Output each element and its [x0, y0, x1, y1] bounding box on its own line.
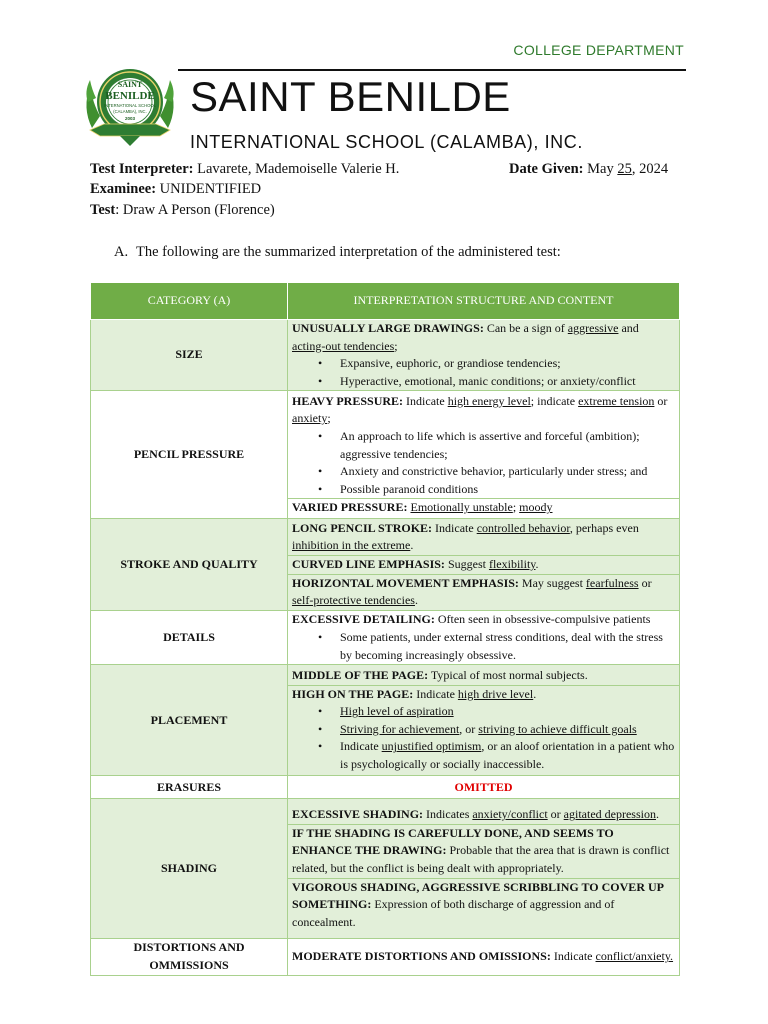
interpretation-block: [288, 320, 679, 390]
text-span: and: [618, 321, 639, 335]
text-span: Often seen in obsessive-compulsive patients: [434, 612, 651, 627]
underlined-text: aggressive: [567, 321, 619, 335]
text-span: or: [638, 575, 652, 590]
date-year: , 2024: [631, 161, 669, 177]
examinee-line: [90, 180, 261, 198]
date-day: 25: [617, 161, 632, 177]
table-row-placement: [91, 665, 680, 776]
block-heading: HIGH ON THE PAGE:: [292, 686, 414, 701]
category-cell: ERASURES: [91, 776, 288, 799]
interpretation-block: [288, 685, 679, 774]
underlined-text: striving to achieve difficult goals: [478, 721, 637, 736]
interpretation-cell: [288, 611, 680, 665]
interpretation-block: [288, 393, 679, 499]
interpretation-block: [288, 555, 679, 574]
school-subtitle: INTERNATIONAL SCHOOL (CALAMBA), INC.: [190, 132, 583, 152]
underlined-text: extreme tension: [578, 393, 655, 408]
underlined-text: agitated depression: [563, 807, 656, 822]
interpretation-block: [288, 667, 679, 685]
table-header-row: [91, 283, 680, 320]
text-span: Typical of most normal subjects.: [428, 668, 588, 683]
underlined-text: flexibility: [488, 557, 536, 572]
intro-text: The following are the summarized interpretation of the administered test:: [136, 244, 561, 260]
text-span: Expression of both discharge of aggression and of concealment.: [292, 897, 615, 929]
list-item: • Anxiety and constrictive behavior, particularly under stress; and: [340, 463, 675, 481]
table-row-details: [91, 611, 680, 665]
text-span: Indicates: [423, 807, 473, 822]
omitted-value: OMITTED: [288, 776, 680, 799]
text-span: Indicate: [340, 739, 382, 754]
test-value: : Draw A Person (Florence): [115, 202, 275, 218]
interpretation-block: [288, 574, 679, 610]
underlined-text: Emotionally unstable: [410, 500, 513, 515]
interpretation-block: [288, 520, 679, 555]
text-span: .: [410, 538, 414, 553]
block-heading: HEAVY PRESSURE:: [292, 393, 404, 408]
text-span: .: [655, 807, 659, 822]
text-span: or: [547, 807, 564, 822]
block-heading: MODERATE DISTORTIONS AND OMISSIONS:: [292, 949, 551, 964]
list-item: • Possible paranoid conditions: [340, 481, 675, 499]
list-item: [340, 703, 675, 721]
interpretation-cell: [288, 320, 680, 391]
block-heading: MIDDLE OF THE PAGE:: [292, 668, 429, 683]
svg-text:2003: 2003: [124, 116, 136, 121]
interpretation-block: [288, 806, 679, 824]
block-heading: VIGOROUS SHADING, AGGRESSIVE SCRIBBLING TO COVER UP SOMETHING:: [292, 879, 664, 912]
text-span: , or: [459, 721, 479, 736]
underlined-text: unjustified optimism: [381, 739, 482, 754]
table-row-pencil-pressure: [91, 391, 680, 519]
text-span: .: [535, 557, 539, 572]
category-cell: PENCIL PRESSURE: [91, 391, 288, 519]
category-cell: [91, 939, 288, 975]
examinee-value: UNIDENTIFIED: [156, 181, 262, 197]
table-row-shading: [91, 799, 680, 939]
svg-text:INTERNATIONAL SCHOOL: INTERNATIONAL SCHOOL: [104, 103, 156, 108]
category-line: OMMISSIONS: [149, 957, 229, 972]
text-span: , or an aloof orientation in a patient who is psychologically or socially inaccessible.: [340, 739, 675, 772]
svg-text:BENILDE: BENILDE: [105, 90, 155, 102]
category-cell: DETAILS: [91, 611, 288, 665]
interpretation-block: [288, 611, 679, 664]
underlined-text: high drive level: [457, 686, 534, 701]
block-heading: LONG PENCIL STROKE:: [292, 520, 433, 535]
department-label: COLLEGE DEPARTMENT: [513, 42, 684, 58]
column-header-interpretation: INTERPRETATION STRUCTURE AND CONTENT: [288, 283, 680, 320]
text-span: Can be a sign of: [483, 321, 568, 335]
school-seal-logo: [80, 64, 180, 149]
header-rule: [178, 69, 686, 71]
list-item: • Hyperactive, emotional, manic conditions; or anxiety/conflict: [340, 373, 675, 391]
block-heading: CURVED LINE EMPHASIS:: [292, 557, 445, 572]
category-cell: STROKE AND QUALITY: [91, 519, 288, 611]
bullet-list: [292, 629, 675, 664]
list-item: • Expansive, euphoric, or grandiose tendencies;: [340, 355, 675, 373]
interpretation-cell: [288, 799, 680, 939]
test-label: Test: [90, 202, 116, 218]
test-line: [90, 201, 275, 219]
text-span: Indicate: [432, 520, 477, 535]
text-span: ;: [512, 500, 520, 515]
underlined-text: acting-out tendencies: [292, 338, 395, 353]
text-span: ; indicate: [530, 393, 579, 408]
category-cell: PLACEMENT: [91, 665, 288, 776]
underlined-text: self-protective tendencies: [292, 593, 415, 608]
bullet-list: [292, 703, 675, 773]
list-item: • Some patients, under external stress conditions, deal with the stress by becoming increasingly obsessive.: [340, 629, 675, 664]
interpretation-block: [288, 948, 679, 966]
list-item: • An approach to life which is assertive and forceful (ambition); aggressive tendencies;: [340, 428, 675, 463]
underlined-text: controlled behavior: [476, 520, 570, 535]
underlined-text: high energy level: [447, 393, 531, 408]
date-month: May: [583, 161, 618, 177]
interpretation-block: [288, 498, 679, 517]
text-span: Probable that the area that is drawn is conflict related, but the conflict is being dealt with appropriately.: [292, 843, 670, 876]
category-cell: SIZE: [91, 320, 288, 391]
block-heading: EXCESSIVE SHADING:: [292, 807, 424, 822]
date-given-line: [509, 160, 668, 178]
block-heading: VARIED PRESSURE:: [292, 500, 408, 515]
underlined-text: High level of aspiration: [340, 704, 454, 719]
text-span: Indicate: [550, 949, 596, 964]
category-cell: SHADING: [91, 799, 288, 939]
svg-text:SAINT: SAINT: [117, 80, 143, 89]
column-header-category: CATEGORY (A): [91, 283, 288, 320]
text-span: Indicate: [403, 393, 448, 408]
text-span: .: [533, 686, 537, 701]
list-item: [340, 738, 675, 773]
underlined-text: conflict/anxiety.: [595, 949, 674, 964]
underlined-text: anxiety: [292, 411, 328, 426]
text-span: Suggest: [444, 557, 489, 572]
interpreter-label: Test Interpreter:: [90, 161, 194, 177]
interpretation-block: [288, 824, 679, 878]
text-span: May suggest: [518, 575, 586, 590]
svg-text:(CALAMBA), INC.: (CALAMBA), INC.: [113, 109, 147, 114]
text-span: , perhaps even: [569, 520, 639, 535]
intro-statement: [114, 243, 561, 261]
underlined-text: fearfulness: [585, 575, 639, 590]
interpreter-value: Lavarete, Mademoiselle Valerie H.: [193, 161, 400, 177]
interpretation-cell: [288, 665, 680, 776]
bullet-list: [292, 355, 675, 390]
bullet-list: [292, 428, 675, 498]
text-span: ;: [327, 411, 331, 426]
interpretation-cell: [288, 939, 680, 975]
underlined-text: Striving for achievement: [340, 721, 460, 736]
text-span: Indicate: [413, 686, 458, 701]
interpretation-cell: [288, 519, 680, 611]
test-interpreter-line: [90, 160, 399, 178]
list-item: [340, 721, 675, 739]
block-heading: UNUSUALLY LARGE DRAWINGS:: [292, 321, 484, 335]
text-span: ;: [394, 338, 398, 353]
block-heading: IF THE SHADING IS CAREFULLY DONE, AND SEEMS TO ENHANCE THE DRAWING:: [292, 825, 614, 858]
table-row-size: [91, 320, 680, 391]
block-heading: EXCESSIVE DETAILING:: [292, 612, 435, 627]
underlined-text: inhibition in the extreme: [292, 538, 411, 553]
intro-marker: A.: [114, 244, 129, 260]
category-line: DISTORTIONS AND: [133, 940, 245, 955]
interpretation-table: [90, 282, 680, 976]
underlined-text: anxiety/conflict: [472, 807, 548, 822]
school-name: SAINT BENILDE: [190, 73, 511, 120]
table-row-stroke-and-quality: [91, 519, 680, 611]
table-row-distortions: [91, 939, 680, 975]
date-label: Date Given:: [509, 161, 584, 177]
interpretation-block: [288, 878, 679, 932]
text-span: .: [414, 593, 418, 608]
examinee-label: Examinee:: [90, 181, 157, 197]
interpretation-cell: [288, 391, 680, 519]
table-row-erasures: [91, 776, 680, 799]
underlined-text: moody: [519, 500, 553, 515]
block-heading: HORIZONTAL MOVEMENT EMPHASIS:: [292, 575, 519, 590]
text-span: or: [654, 393, 668, 408]
